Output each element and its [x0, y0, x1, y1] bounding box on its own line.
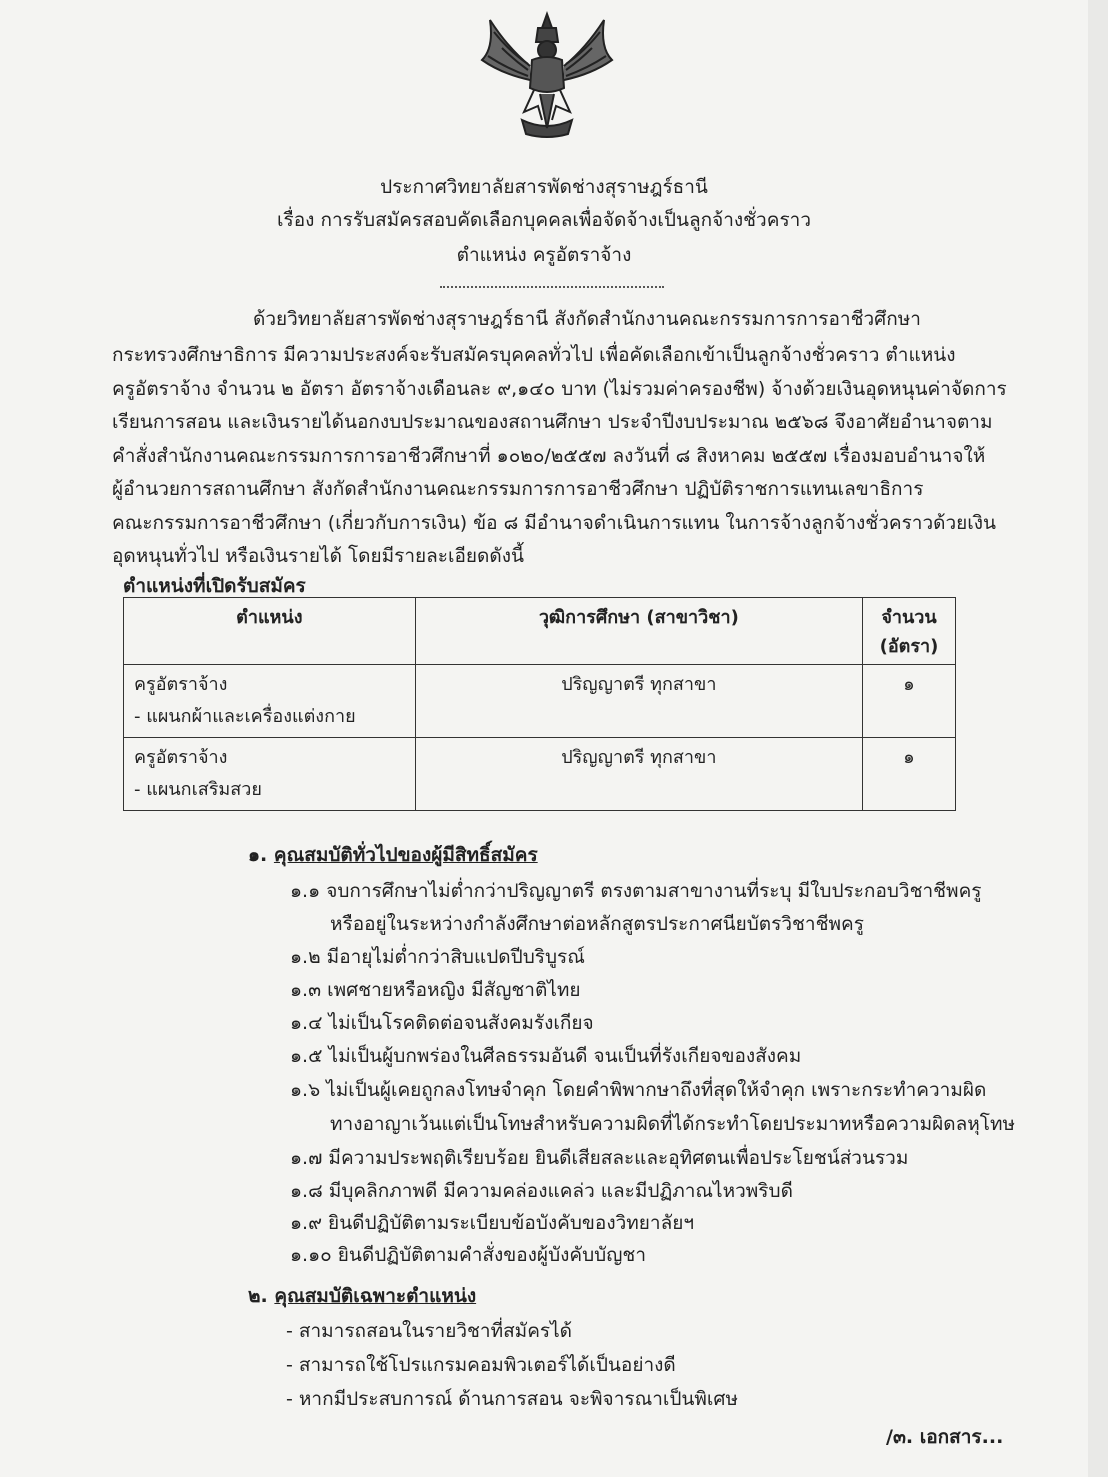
list-item: ๑.๒ มีอายุไม่ต่ำกว่าสิบแปดปีบริบูรณ์ [290, 946, 585, 968]
section1-title: คุณสมบัติทั่วไปของผู้มีสิทธิ์สมัคร [273, 844, 538, 866]
body-line: อุดหนุนทั่วไป หรือเงินรายได้ โดยมีรายละเอียดดังนี้ [112, 545, 524, 567]
positions-table [123, 597, 956, 811]
table-row [124, 738, 956, 811]
list-item: หรืออยู่ในระหว่างกำลังศึกษาต่อหลักสูตรประกาศนียบัตรวิชาชีพครู [330, 913, 864, 935]
column-header-position: ตำแหน่ง [124, 598, 416, 665]
position-cell [124, 738, 416, 811]
section1-number: ๑. [248, 844, 268, 866]
document-position: ตำแหน่ง ครูอัตราจ้าง [456, 244, 632, 266]
body-line: คณะกรรมการอาชีวศึกษา (เกี่ยวกับการเงิน) ข้อ ๘ มีอำนาจดำเนินการแทน ในการจ้างลูกจ้างชั่วคราวด้วยเงิน [112, 512, 997, 534]
count-cell: ๑ [863, 738, 956, 811]
body-line: คำสั่งสำนักงานคณะกรรมการการอาชีวศึกษาที่ ๑๐๒๐/๒๕๕๗ ลงวันที่ ๘ สิงหาคม ๒๕๕๗ เรื่องมอบอำนาจให้ [112, 445, 986, 467]
table-caption: ตำแหน่งที่เปิดรับสมัคร [123, 575, 306, 597]
column-header-count-unit: (อัตรา) [879, 636, 939, 657]
column-header-qualification: วุฒิการศึกษา (สาขาวิชา) [415, 598, 862, 665]
list-item: ๑.๕ ไม่เป็นผู้บกพร่องในศีลธรรมอันดี จนเป็นที่รังเกียจของสังคม [290, 1045, 802, 1067]
position-cell [124, 665, 416, 738]
document-title: ประกาศวิทยาลัยสารพัดช่างสุราษฎร์ธานี [380, 176, 708, 198]
table-header-row [124, 598, 956, 665]
body-line: กระทรวงศึกษาธิการ มีความประสงค์จะรับสมัครบุคคลทั่วไป เพื่อคัดเลือกเข้าเป็นลูกจ้างชั่วคราว ตำแหน่ง [112, 344, 956, 366]
list-item: ๑.๑ จบการศึกษาไม่ต่ำกว่าปริญญาตรี ตรงตามสาขางานที่ระบุ มีใบประกอบวิชาชีพครู [290, 880, 982, 902]
page-continuation: /๓. เอกสาร... [886, 1426, 1004, 1448]
list-item: ๑.๗ มีความประพฤติเรียบร้อย ยินดีเสียสละและอุทิศตนเพื่อประโยชน์ส่วนรวม [290, 1147, 909, 1169]
section2-heading [248, 1281, 476, 1311]
qualification-cell: ปริญญาตรี ทุกสาขา [415, 738, 862, 811]
section2-title: คุณสมบัติเฉพาะตำแหน่ง [274, 1285, 477, 1307]
position-name: ครูอัตราจ้าง [134, 674, 228, 695]
list-item: - สามารถสอนในรายวิชาที่สมัครได้ [286, 1320, 573, 1342]
list-item: ๑.๑๐ ยินดีปฏิบัติตามคำสั่งของผู้บังคับบัญชา [290, 1244, 646, 1266]
section1-heading [248, 840, 538, 870]
body-line: ครูอัตราจ้าง จำนวน ๒ อัตรา อัตราจ้างเดือนละ ๙,๑๔๐ บาท (ไม่รวมค่าครองชีพ) จ้างด้วยเงินอุดหนุนค่าจัดการ [112, 378, 1007, 400]
department-name: - แผนกผ้าและเครื่องแต่งกาย [134, 706, 356, 727]
list-item: - สามารถใช้โปรแกรมคอมพิวเตอร์ได้เป็นอย่างดี [286, 1354, 676, 1376]
column-header-count-label: จำนวน [881, 607, 937, 628]
body-line: ด้วยวิทยาลัยสารพัดช่างสุราษฎร์ธานี สังกัดสำนักงานคณะกรรมการการอาชีวศึกษา [253, 308, 921, 330]
column-header-count [863, 598, 956, 665]
department-name: - แผนกเสริมสวย [134, 779, 262, 800]
count-cell: ๑ [863, 665, 956, 738]
list-item: ๑.๖ ไม่เป็นผู้เคยถูกลงโทษจำคุก โดยคำพิพากษาถึงที่สุดให้จำคุก เพราะกระทำความผิด [290, 1079, 987, 1101]
list-item: ทางอาญาเว้นแต่เป็นโทษสำหรับความผิดที่ได้กระทำโดยประมาทหรือความผิดลหุโทษ [330, 1113, 1016, 1135]
body-line: ผู้อำนวยการสถานศึกษา สังกัดสำนักงานคณะกรรมการการอาชีวศึกษา ปฏิบัติราชการแทนเลขาธิการ [112, 478, 924, 500]
position-name: ครูอัตราจ้าง [134, 747, 228, 768]
document-subject: เรื่อง การรับสมัครสอบคัดเลือกบุคคลเพื่อจัดจ้างเป็นลูกจ้างชั่วคราว [277, 209, 811, 231]
garuda-emblem-icon [472, 8, 622, 140]
table-row [124, 665, 956, 738]
list-item: ๑.๔ ไม่เป็นโรคติดต่อจนสังคมรังเกียจ [290, 1012, 594, 1034]
list-item: - หากมีประสบการณ์ ด้านการสอน จะพิจารณาเป็นพิเศษ [286, 1388, 739, 1410]
list-item: ๑.๘ มีบุคลิกภาพดี มีความคล่องแคล่ว และมีปฏิภาณไหวพริบดี [290, 1180, 793, 1202]
background-edge [1086, 0, 1108, 1477]
qualification-cell: ปริญญาตรี ทุกสาขา [415, 665, 862, 738]
section2-number: ๒. [248, 1285, 268, 1307]
body-line: เรียนการสอน และเงินรายได้นอกงบประมาณของสถานศึกษา ประจำปีงบประมาณ ๒๕๖๘ จึงอาศัยอำนาจตาม [112, 411, 993, 433]
list-item: ๑.๓ เพศชายหรือหญิง มีสัญชาติไทย [290, 979, 581, 1001]
list-item: ๑.๙ ยินดีปฏิบัติตามระเบียบข้อบังคับของวิทยาลัยฯ [290, 1212, 695, 1234]
dotted-separator [440, 286, 664, 288]
